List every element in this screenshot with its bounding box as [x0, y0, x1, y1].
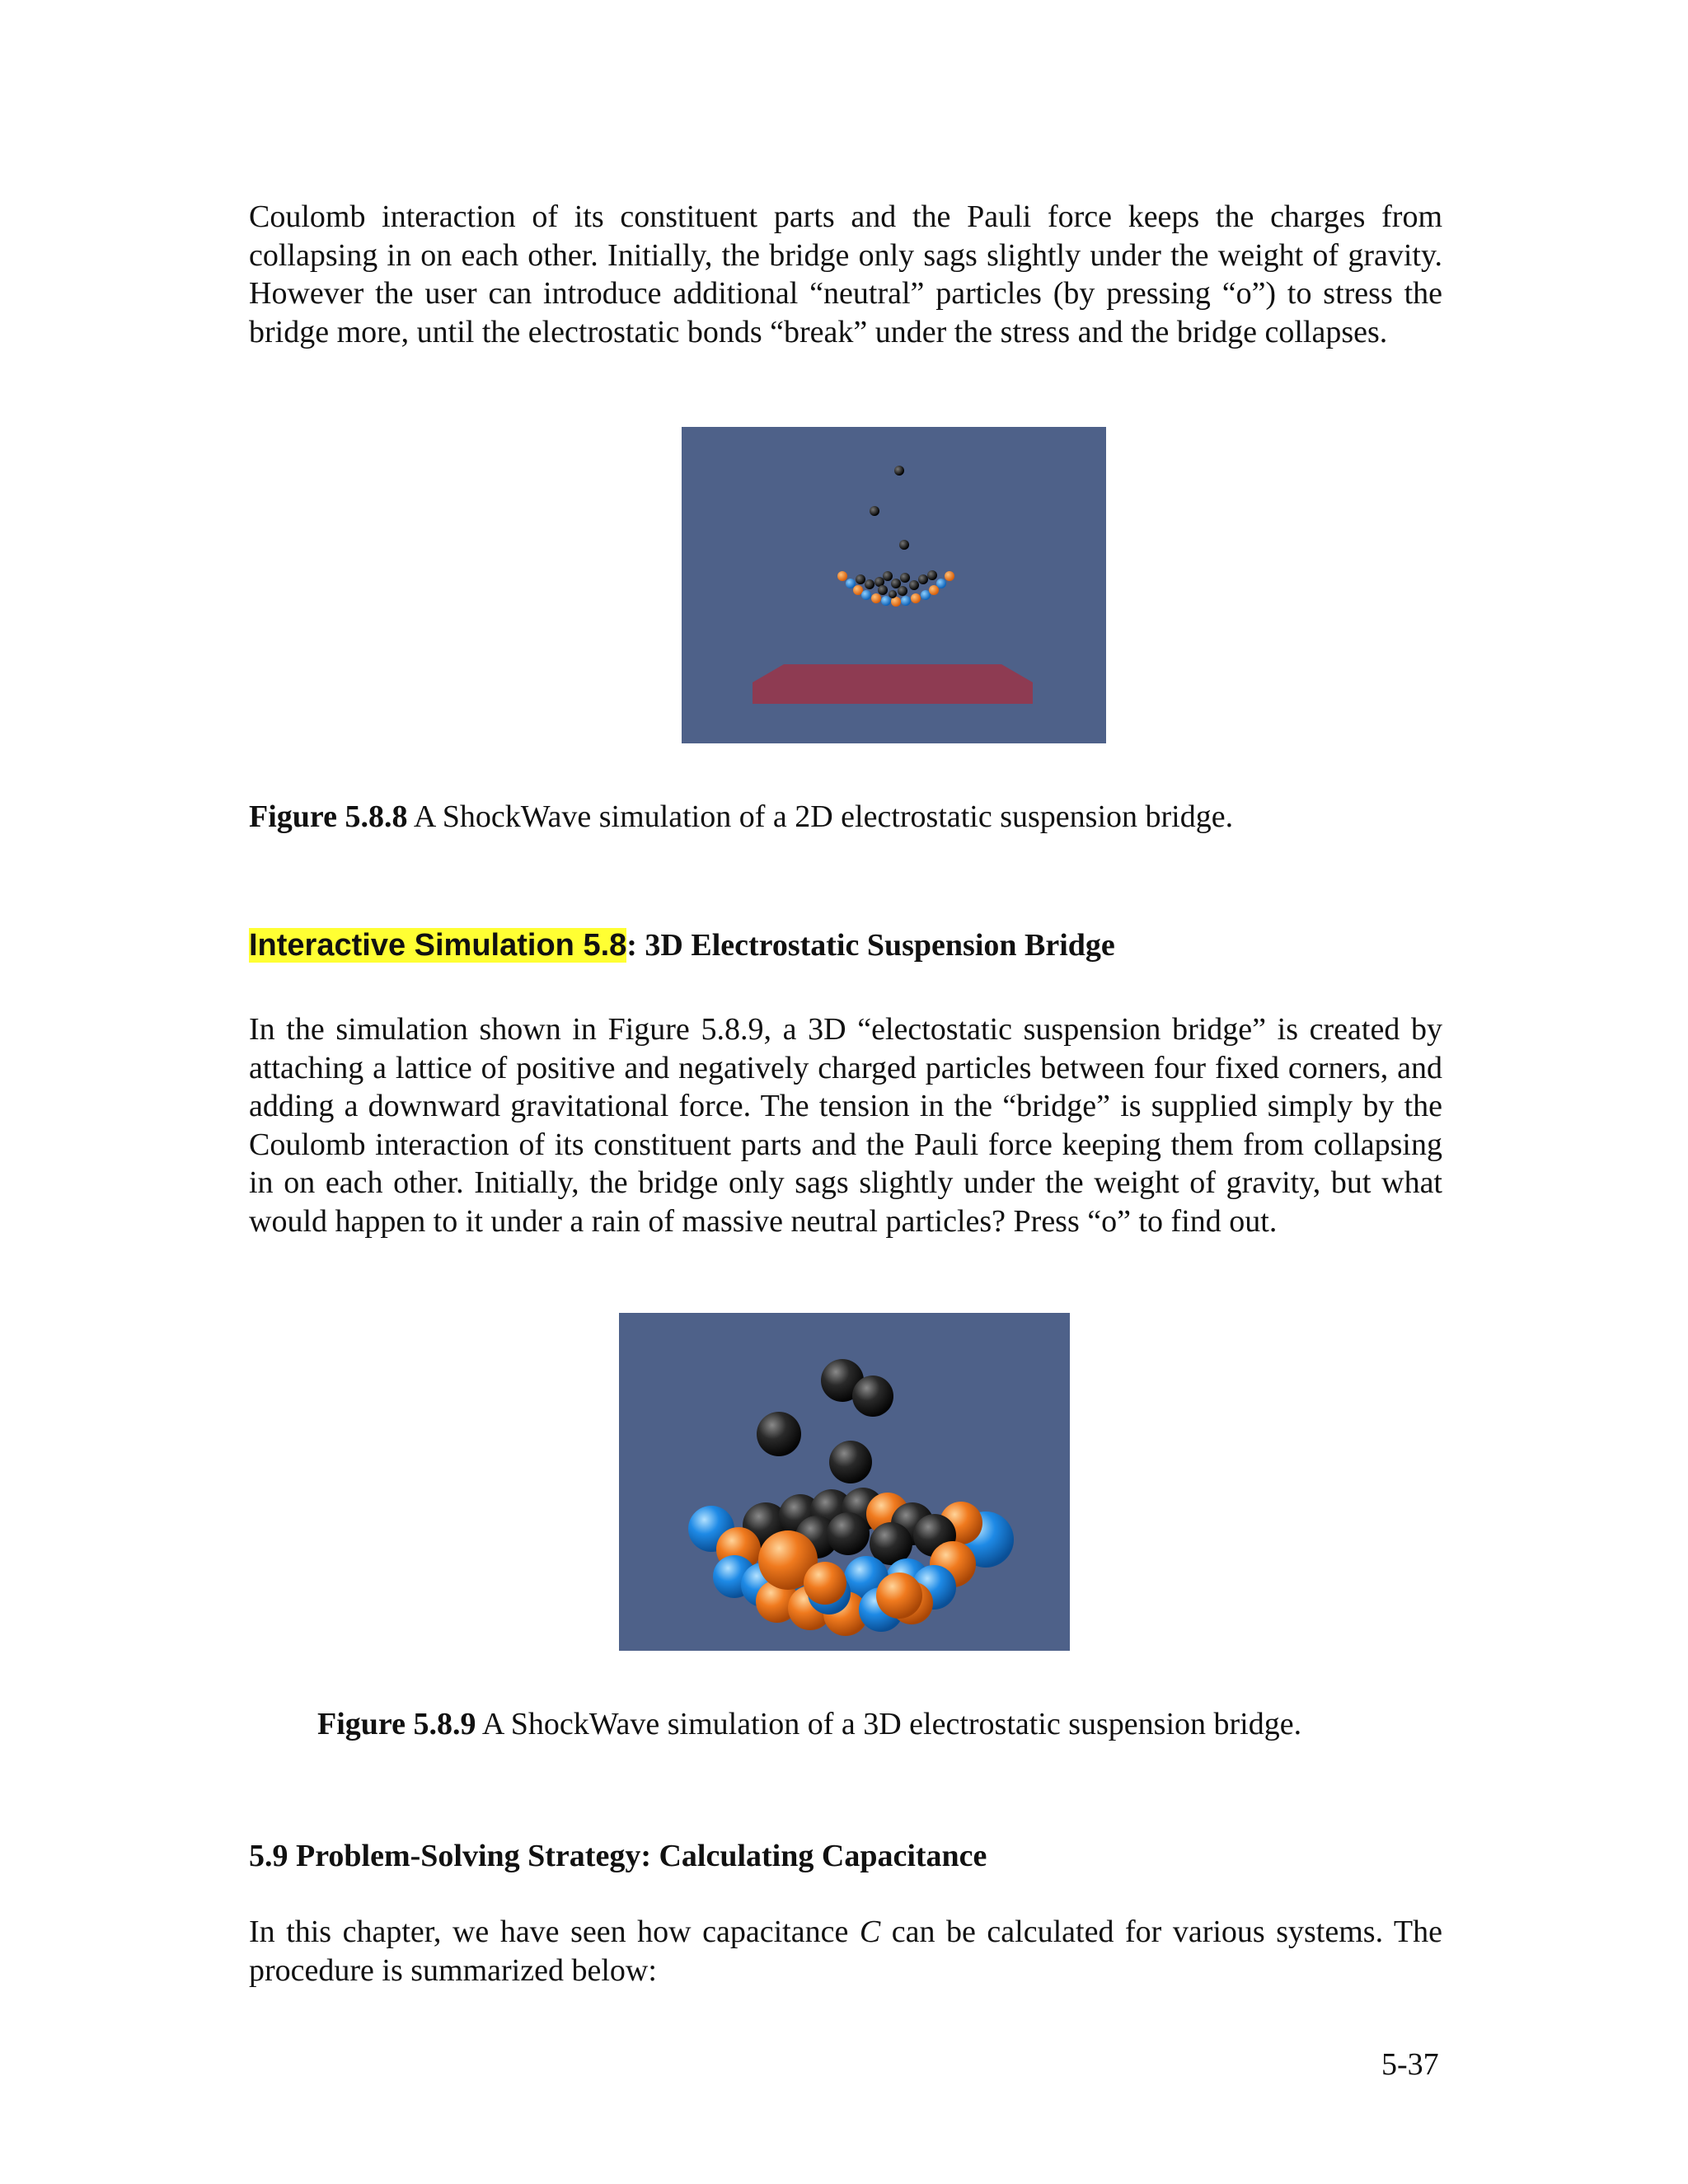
figure-588-caption [249, 798, 1233, 836]
intro-paragraph: Coulomb interaction of its constituent parts and the Pauli force keeps the charges from collapsing in on each other. Initially, the bridge only sags slightly under the weight of gravity. However the user can introduce additional “neutral” particles (by pressing “o”) to stress the bridge more, until the electrostatic bonds “break” under the stress and the bridge collapses. [249, 199, 1442, 349]
ground-plate [753, 664, 1033, 704]
figure-3d-bridge-image [619, 1313, 1070, 1651]
simulation-paragraph: In the simulation shown in Figure 5.8.9, a 3D “electostatic suspension bridge” is created by attaching a lattice of positive and negatively charged particles between four fixed corners, and adding a downward gravitational force. The tension in the “bridge” is supplied simply by the Coulomb interaction of its constituent parts and the Pauli force keeping them from collapsing in on each other. Initially, the bridge only sags slightly under the weight of gravity, but what would happen to it under a rain of massive neutral particles? Press “o” to find out. [249, 1012, 1442, 1239]
section-paragraph [249, 1913, 1442, 1990]
interactive-simulation-link[interactable]: Interactive Simulation 5.8 [249, 928, 627, 963]
section-paragraph-end: can be calculated for various systems. The procedure is summarized below: [249, 1915, 1443, 1988]
figure-589-caption [317, 1705, 1301, 1743]
figure-588-label: Figure 5.8.8 [249, 799, 408, 834]
bridge-lattice [837, 570, 954, 607]
capacitance-symbol: C [859, 1915, 881, 1949]
falling-neutral-particles-3d [757, 1359, 893, 1483]
falling-neutral-particles [870, 466, 909, 550]
figure-3d-bridge-render [619, 1313, 1070, 1651]
page-number: 5-37 [1381, 2047, 1439, 2082]
section-paragraph-start: In this chapter, we have seen how capacitance [249, 1915, 860, 1949]
simulation-heading [249, 926, 1115, 964]
section-heading: 5.9 Problem-Solving Strategy: Calculating Capacitance [249, 1839, 987, 1873]
figure-589-caption-text: A ShockWave simulation of a 3D electrostatic suspension bridge. [476, 1707, 1302, 1741]
figure-2d-bridge-render [682, 427, 1106, 743]
bridge-lattice-3d [688, 1488, 1014, 1636]
simulation-title: : 3D Electrostatic Suspension Bridge [626, 928, 1115, 963]
figure-2d-bridge-image [682, 427, 1106, 743]
figure-589-label: Figure 5.8.9 [317, 1707, 476, 1741]
figure-588-caption-text: A ShockWave simulation of a 2D electrostatic suspension bridge. [407, 799, 1234, 834]
